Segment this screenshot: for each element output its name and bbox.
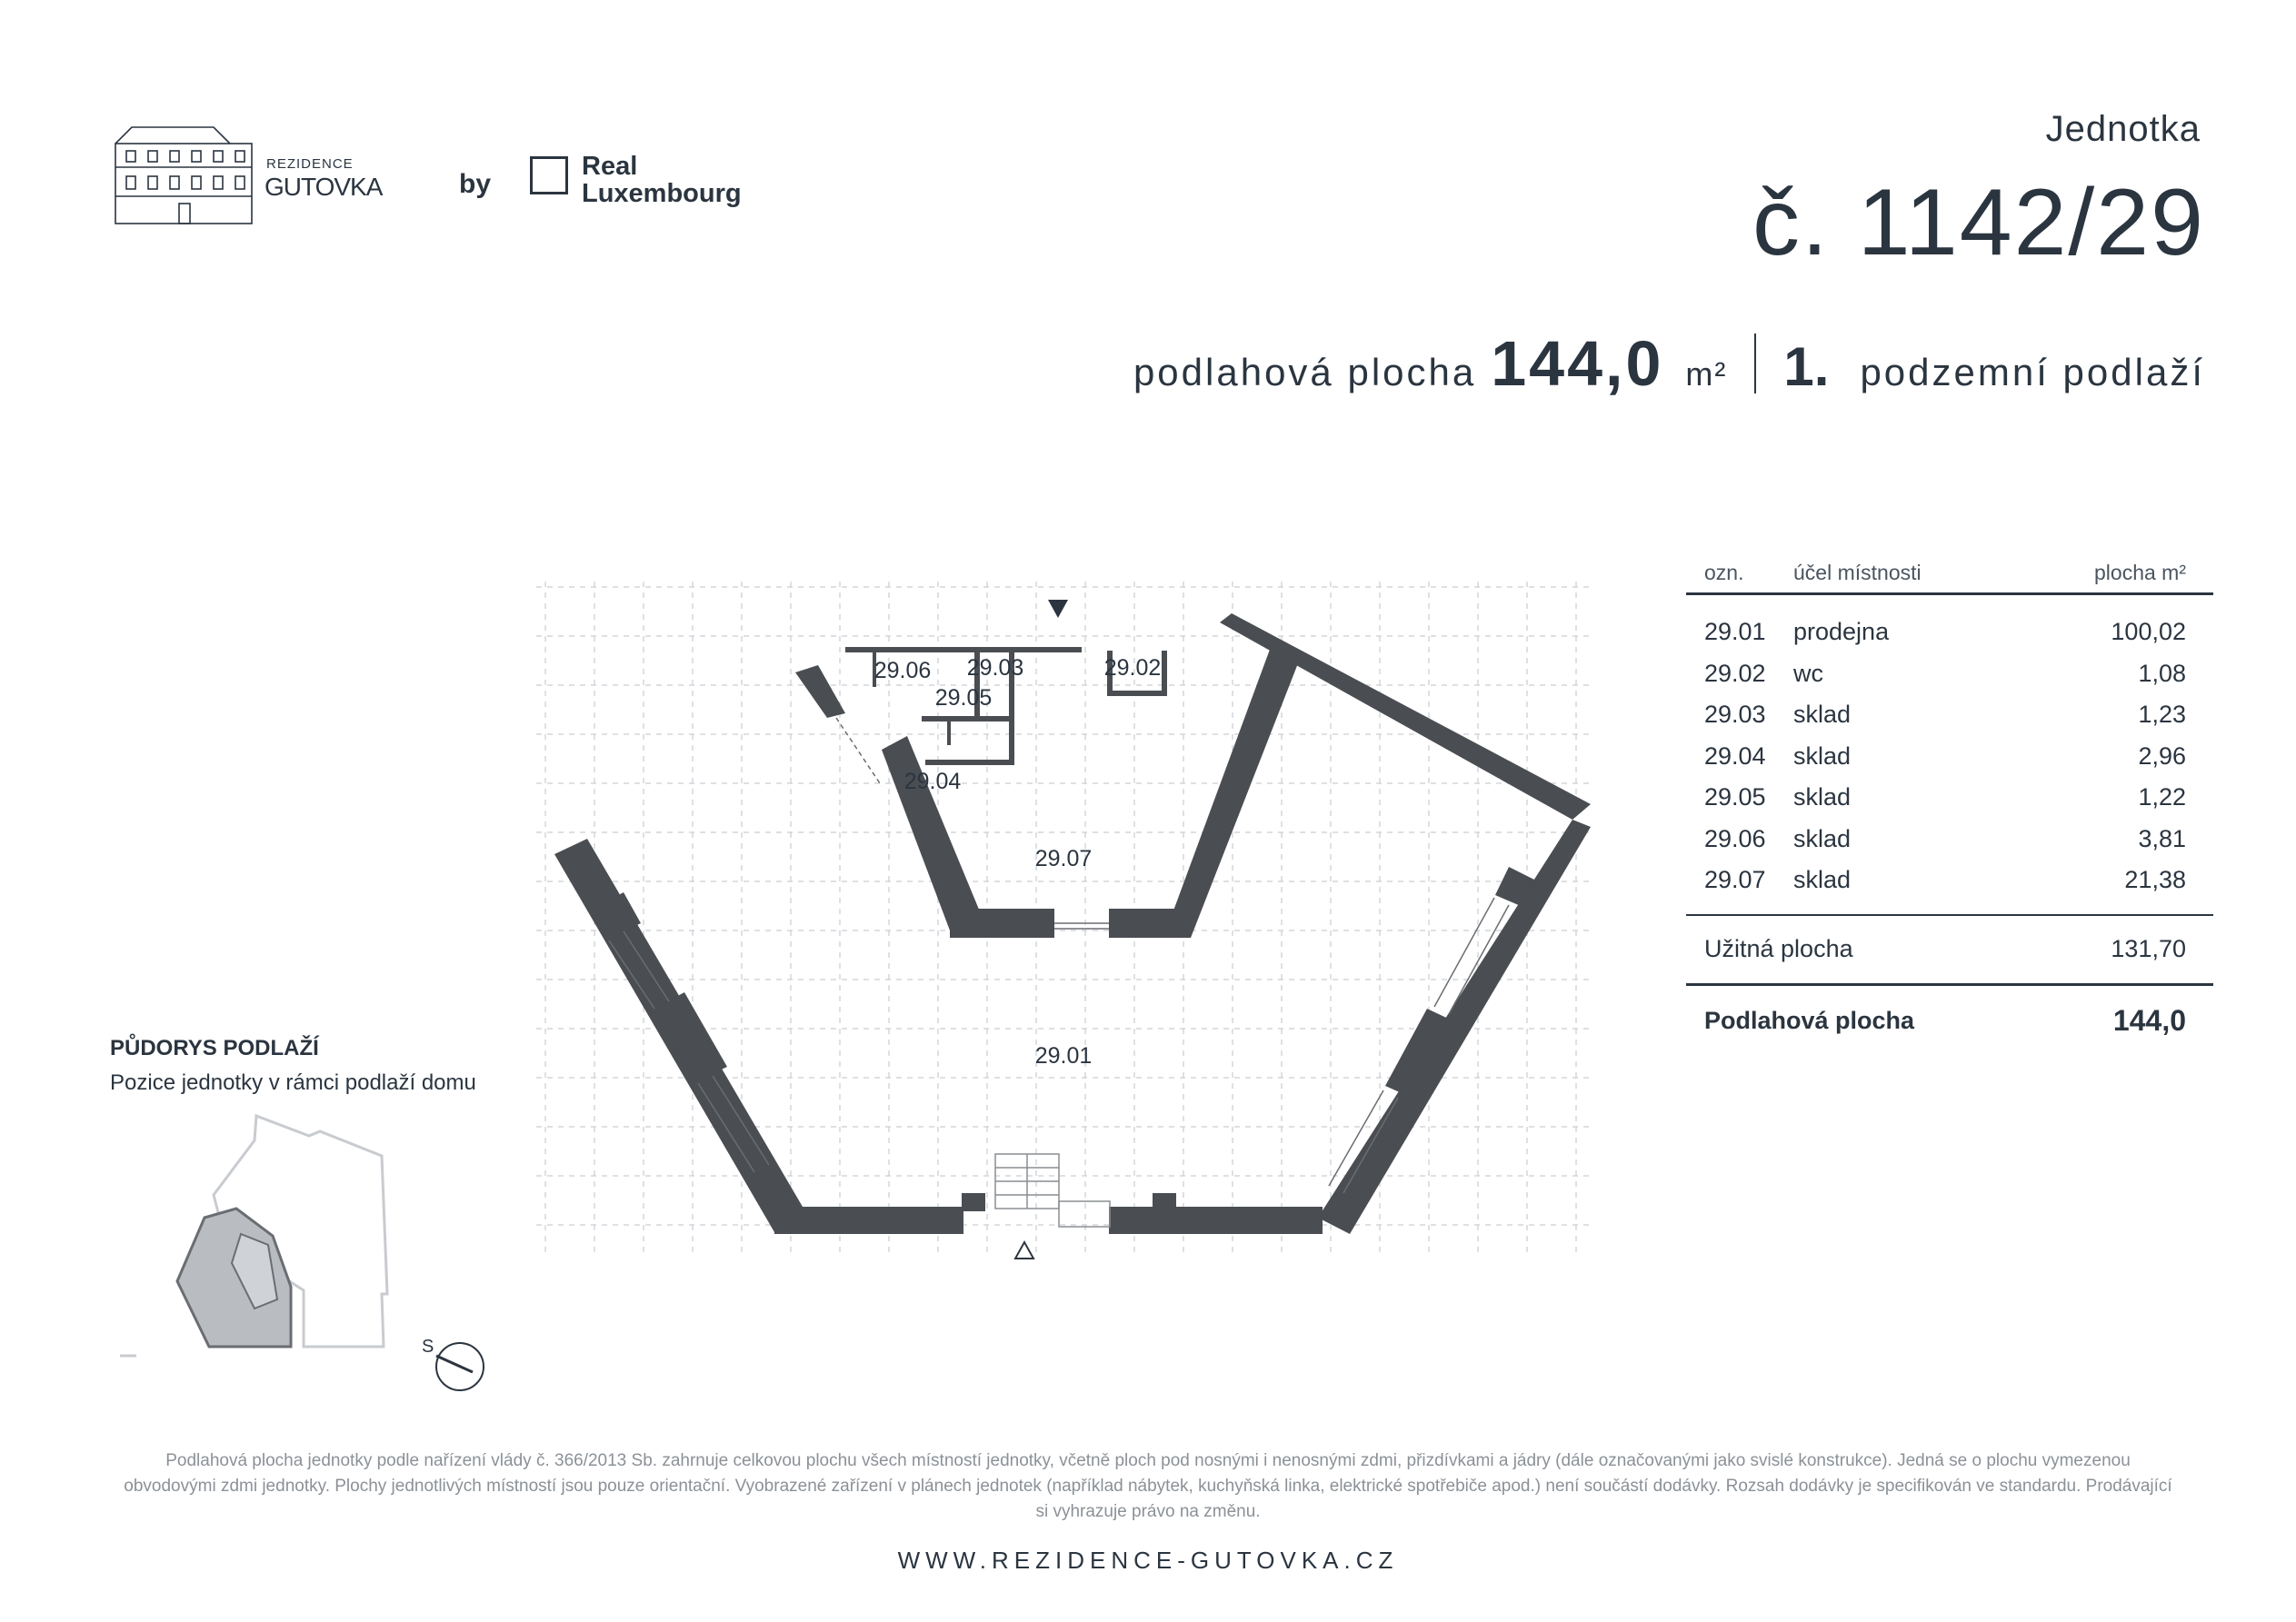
wall-core-bottom-left [950, 909, 1054, 938]
wall-bottom-right [1109, 1207, 1323, 1234]
minimap-title: PŮDORYS PODLAŽÍ [110, 1036, 319, 1060]
row-area: 2,96 [2138, 741, 2186, 770]
area-summary [1133, 327, 2205, 400]
room-label-29-02: 29.02 [1103, 655, 1162, 681]
floor-label: podzemní podlaží [1860, 351, 2205, 393]
row-id: 29.03 [1704, 701, 1766, 729]
wall-nub [962, 1193, 985, 1211]
row-area: 100,02 [2111, 618, 2186, 646]
table-row [1686, 860, 2213, 901]
website-link[interactable]: WWW.REZIDENCE-GUTOVKA.CZ [897, 1547, 1399, 1574]
room-label-29-06: 29.06 [873, 658, 932, 683]
row-id: 29.02 [1704, 659, 1766, 687]
row-id: 29.01 [1704, 618, 1766, 646]
wall-nub [1153, 1193, 1176, 1211]
real-luxembourg-text [582, 153, 742, 207]
table-row [1686, 777, 2213, 819]
wall-top-left [795, 665, 845, 718]
room-label-29-05: 29.05 [934, 685, 993, 711]
row-area: 1,23 [2138, 701, 2186, 729]
table-row [1686, 819, 2213, 861]
room-label-29-04: 29.04 [903, 769, 962, 794]
header-area: plocha m² [2094, 560, 2186, 584]
header-id: ozn. [1704, 560, 1744, 584]
room-label-29-07: 29.07 [1034, 846, 1093, 871]
room-label-29-03: 29.03 [966, 655, 1024, 681]
wall-core-left [882, 736, 982, 930]
row-purpose: sklad [1793, 783, 1852, 811]
plan-grid [536, 582, 1591, 1254]
row-purpose: prodejna [1793, 618, 1890, 646]
usable-area-row [1686, 916, 2213, 986]
table-row [1686, 694, 2213, 736]
unit-entrance-marker-icon [1048, 600, 1068, 618]
brand-small-text: REZIDENCE [266, 156, 354, 172]
unit-label: Jednotka [2045, 109, 2201, 149]
brand-large-text: GUTOVKA [265, 173, 383, 201]
partner-line-1: Real [582, 152, 638, 181]
entrance-stairs [995, 1154, 1110, 1227]
area-unit: m² [1685, 355, 1728, 393]
row-id: 29.05 [1704, 783, 1766, 811]
table-header [1686, 552, 2213, 595]
row-area: 1,08 [2138, 659, 2186, 687]
by-text: by [459, 169, 492, 199]
minimap-subtitle: Pozice jednotky v rámci podlaží domu [110, 1070, 476, 1095]
floor-plan [536, 582, 1609, 1290]
room-label-29-01: 29.01 [1034, 1043, 1093, 1069]
area-value: 144,0 [1491, 328, 1664, 399]
row-area: 3,81 [2138, 824, 2186, 852]
compass-icon [436, 1343, 484, 1390]
row-area: 1,22 [2138, 783, 2186, 811]
row-purpose: sklad [1793, 824, 1852, 852]
usable-area-label: Užitná plocha [1704, 935, 1853, 962]
row-id: 29.06 [1704, 824, 1766, 852]
floor-area-row [1686, 986, 2213, 1057]
table-row [1686, 612, 2213, 653]
partner-line-2: Luxembourg [582, 179, 742, 208]
floor-number: 1. [1783, 336, 1830, 397]
floor-area-label: Podlahová plocha [1704, 1007, 1915, 1034]
header-purpose: účel místnosti [1793, 560, 1922, 584]
area-label: podlahová plocha [1133, 351, 1477, 393]
row-purpose: sklad [1793, 701, 1852, 729]
row-purpose: sklad [1793, 741, 1852, 770]
usable-area-value: 131,70 [2111, 935, 2186, 962]
row-purpose: wc [1793, 659, 1823, 687]
building-entrance-marker-icon [1015, 1242, 1033, 1259]
row-id: 29.07 [1704, 866, 1766, 894]
row-purpose: sklad [1793, 866, 1852, 894]
north-label: S [422, 1337, 434, 1357]
rezidence-gutovka-logo [114, 125, 414, 227]
table-row [1686, 736, 2213, 778]
real-luxembourg-logo-icon [530, 156, 568, 194]
unit-number: č. 1142/29 [1752, 170, 2205, 275]
row-id: 29.04 [1704, 741, 1766, 770]
table-row [1686, 653, 2213, 695]
floor-area-value: 144,0 [2112, 1004, 2186, 1037]
table-body [1686, 595, 2213, 916]
room-table [1686, 552, 2213, 1057]
divider [1754, 333, 1756, 393]
row-area: 21,38 [2124, 866, 2186, 894]
floor-minimap [109, 1109, 509, 1399]
disclaimer-text: Podlahová plocha jednotky podle nařízení vlády č. 366/2013 Sb. zahrnuje celkovou plochu všech místností jednotky, včetně ploch pod nosnými i nenosnými zdmi, přizdívkami a jádry (dále označovanými jako svislé konstrukce). Jedná se o plochu vymezenou obvodovými zdmi jednotky. Plochy jednotlivých místností jsou pouze orientační. Vyobrazené zařízení v plánech jednotek (například nábytek, kuchyňská linka, elektrické spotřebiče apod.) není součástí dodávky. Rozsah dodávky je specifikován ve standardu. Prodávající si vyhrazuje právo na změnu. [124, 1451, 2172, 1521]
wall-bottom-left [774, 1207, 963, 1234]
